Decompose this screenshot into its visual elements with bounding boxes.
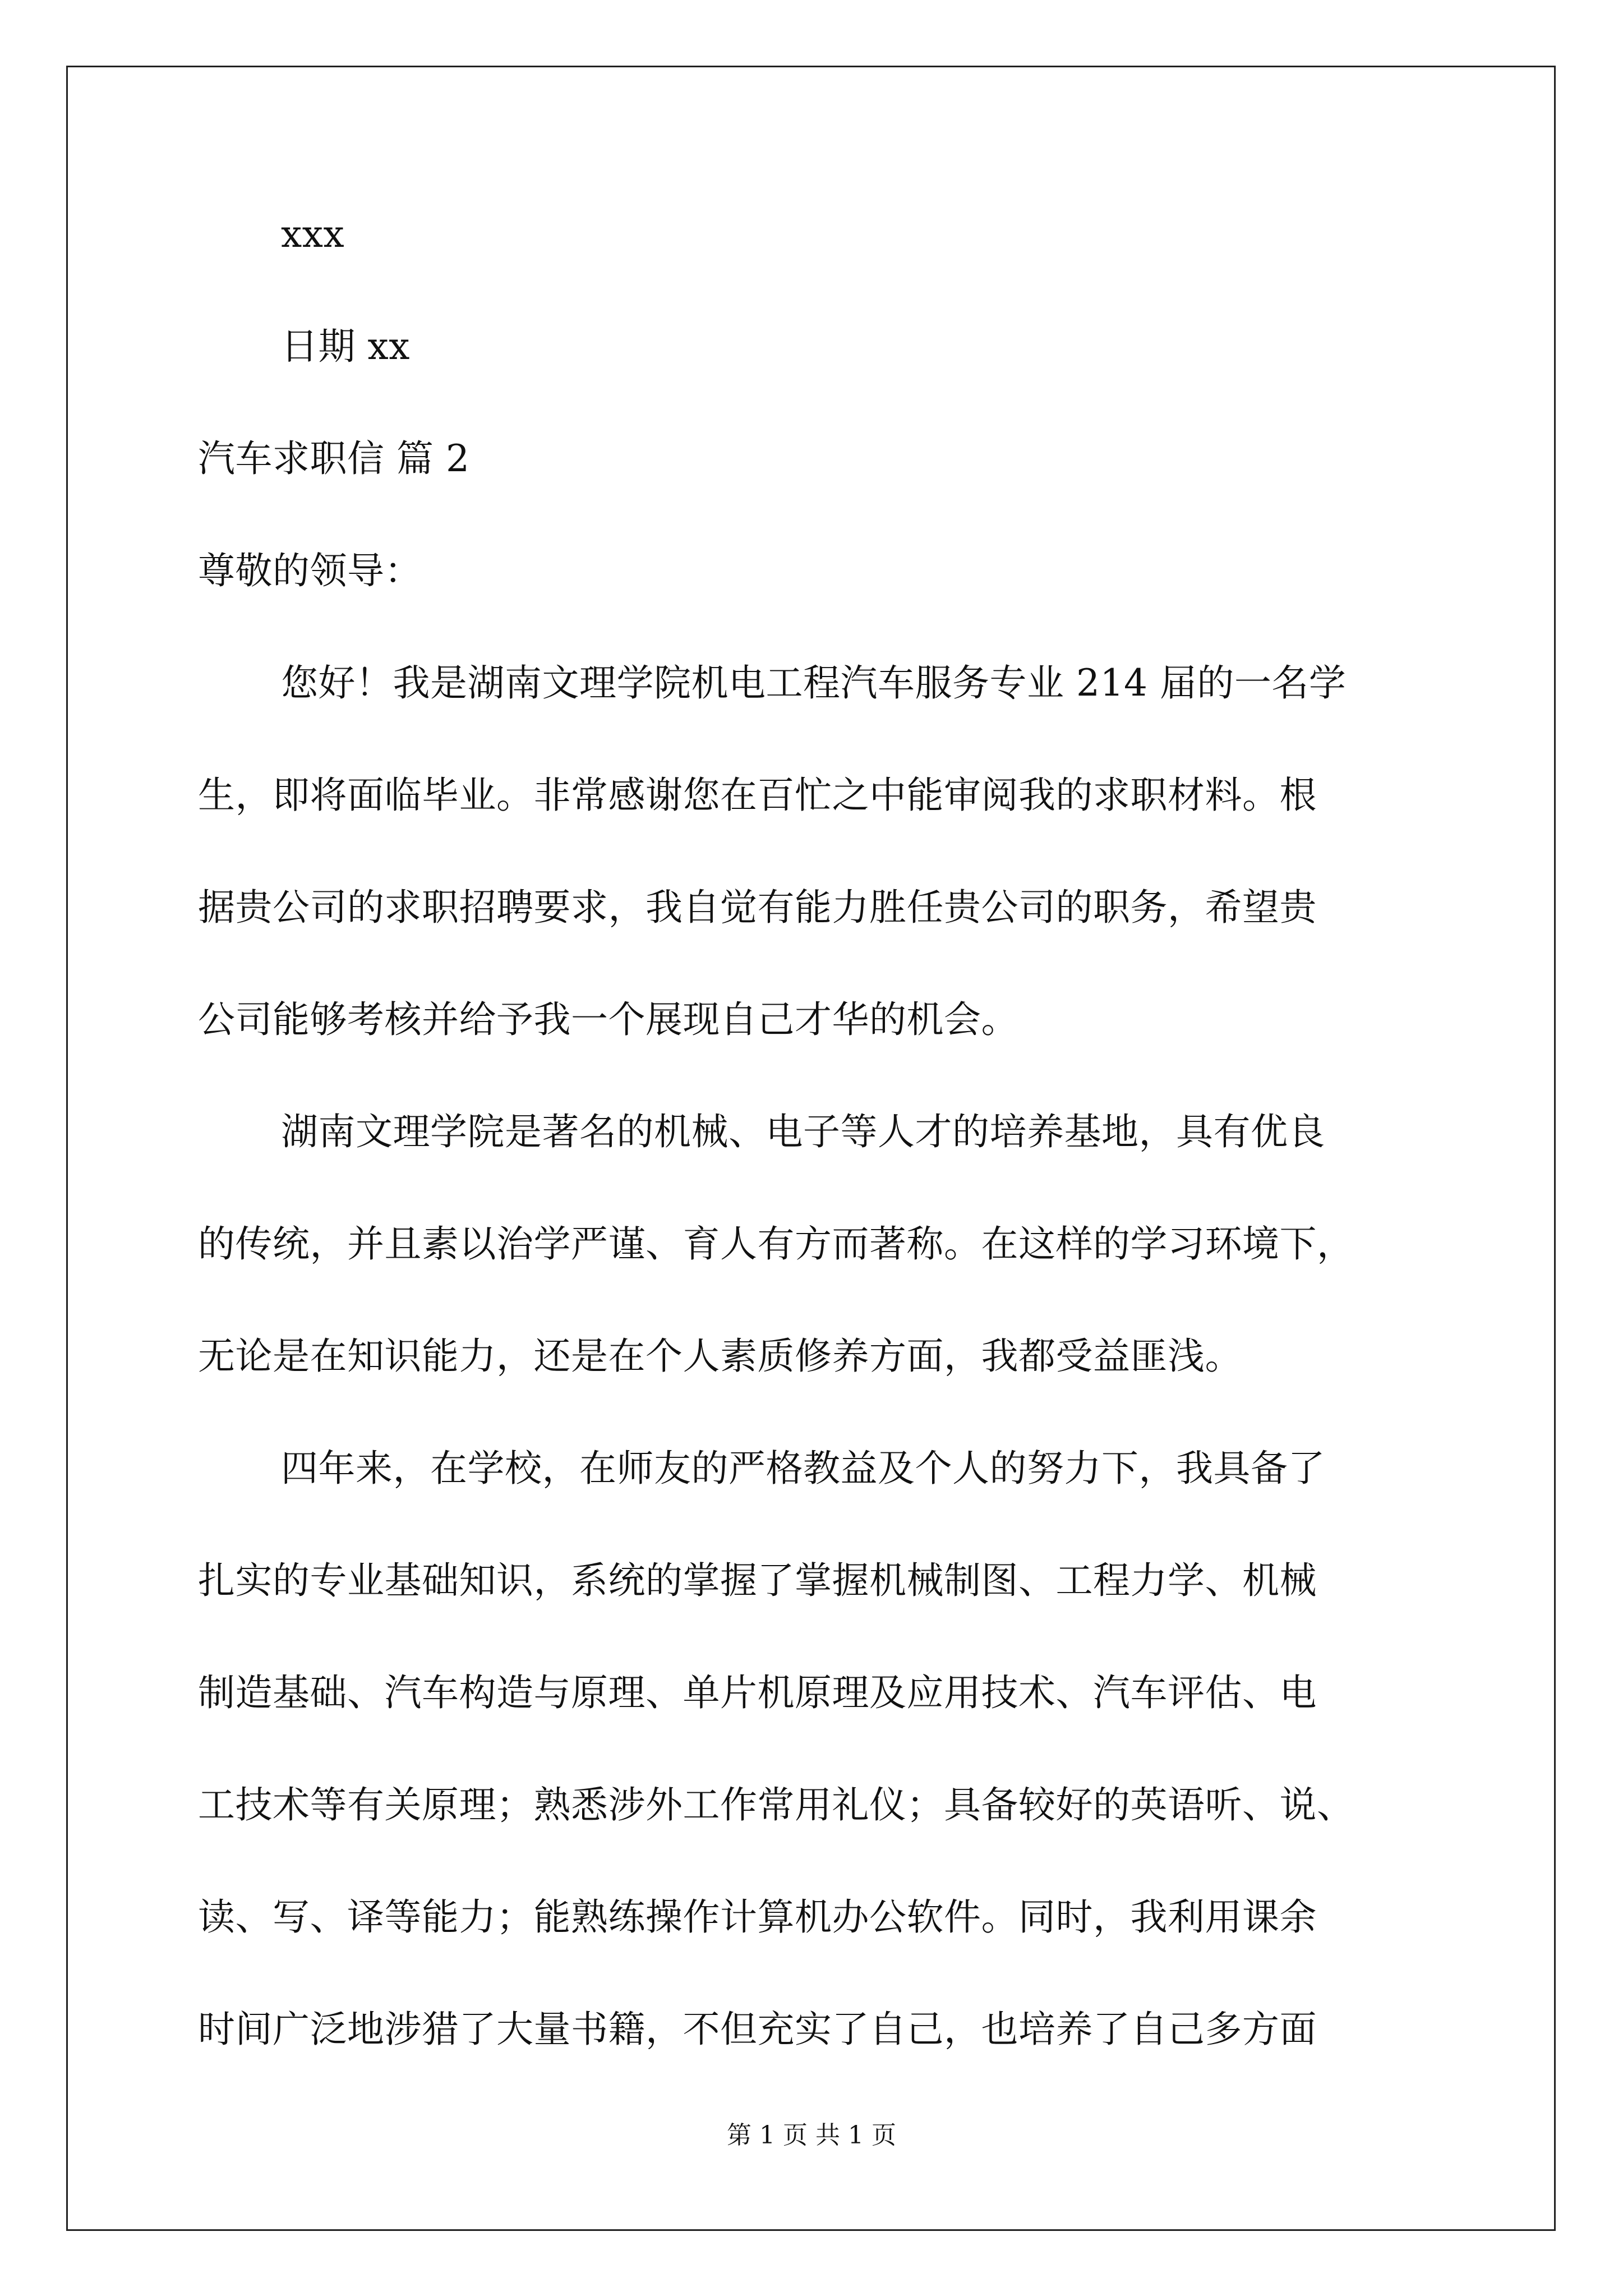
signature: xxx [281, 213, 345, 256]
paragraph-line: 的传统，并且素以治学严谨、育人有方而著称。在这样的学习环境下， [198, 1222, 1354, 1266]
paragraph-line: 读、写、译等能力；能熟练操作计算机办公软件。同时，我利用课余 [198, 1895, 1317, 1939]
salutation: 尊敬的领导： [198, 549, 422, 592]
paragraph-line: 据贵公司的求职招聘要求，我自觉有能力胜任贵公司的职务，希望贵 [198, 886, 1317, 929]
section-title: 汽车求职信 篇 2 [198, 437, 470, 480]
paragraph-line: 无论是在知识能力，还是在个人素质修养方面，我都受益匪浅。 [198, 1335, 1242, 1378]
paragraph-line: 时间广泛地涉猎了大量书籍，不但充实了自己，也培养了自己多方面 [198, 2008, 1317, 2051]
paragraph-line: 湖南文理学院是著名的机械、电子等人才的培养基地，具有优良 [281, 1110, 1325, 1153]
paragraph-line: 扎实的专业基础知识，系统的掌握了掌握机械制图、工程力学、机械 [198, 1559, 1317, 1602]
paragraph-line: 您好！我是湖南文理学院机电工程汽车服务专业 214 届的一名学 [281, 661, 1347, 705]
paragraph-line: 工技术等有关原理；熟悉涉外工作常用礼仪；具备较好的英语听、说、 [198, 1783, 1354, 1826]
paragraph-line: 制造基础、汽车构造与原理、单片机原理及应用技术、汽车评估、电 [198, 1671, 1317, 1714]
date-line: 日期 xx [281, 325, 410, 368]
paragraph-line: 生，即将面临毕业。非常感谢您在百忙之中能审阅我的求职材料。根 [198, 774, 1317, 817]
page-footer: 第 1 页 共 1 页 [727, 2121, 896, 2150]
paragraph-line: 公司能够考核并给予我一个展现自己才华的机会。 [198, 998, 1018, 1041]
paragraph-line: 四年来，在学校，在师友的严格教益及个人的努力下，我具备了 [281, 1447, 1325, 1490]
